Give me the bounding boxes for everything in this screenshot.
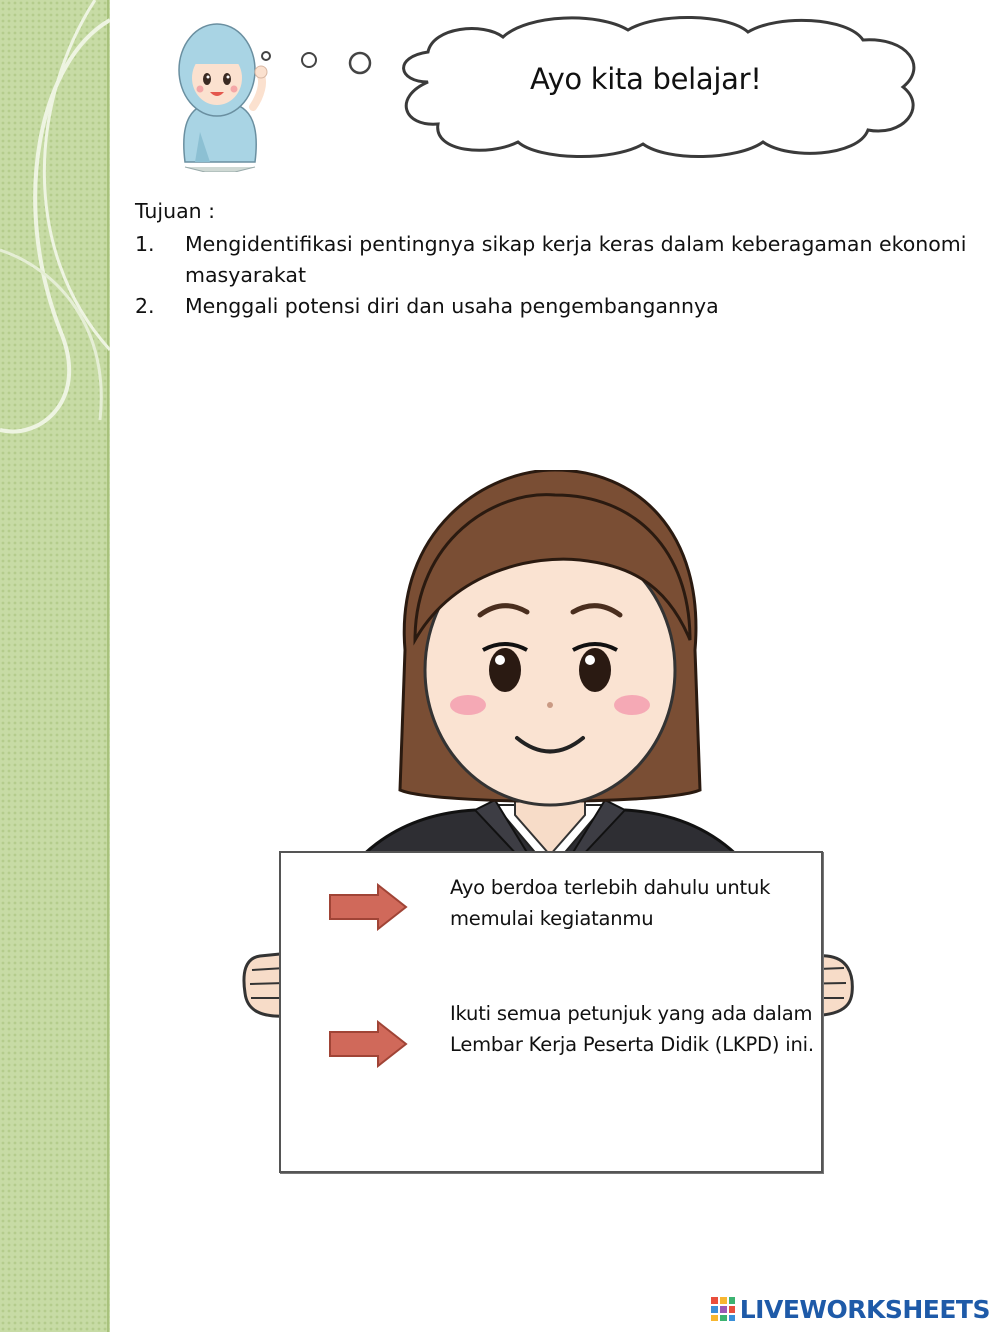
liveworksheets-logo-icon (710, 1296, 736, 1322)
decorative-sidebar (0, 0, 110, 1332)
goal-item-2 (135, 291, 985, 322)
goal-number: 2. (135, 294, 155, 318)
goal-number: 1. (135, 232, 155, 256)
instruction-2: Ikuti semua petunjuk yang ada dalam Lembar Kerja Peserta Didik (LKPD) ini. (450, 1002, 814, 1056)
goals-section (135, 196, 985, 322)
goal-text: Menggali potensi diri dan usaha pengembangannya (185, 294, 719, 318)
hijab-girl-illustration (165, 12, 275, 172)
right-arrow-icon (328, 1020, 408, 1068)
liveworksheets-branding (710, 1294, 990, 1324)
right-arrow-icon (328, 883, 408, 931)
instruction-1: Ayo berdoa terlebih dahulu untuk memulai kegiatanmu (450, 876, 771, 930)
goals-title: Tujuan : (135, 199, 216, 223)
liveworksheets-wordmark: LIVEWORKSHEETS (739, 1294, 990, 1324)
thought-bubble-dots (255, 45, 385, 85)
speech-bubble-text: Ayo kita belajar! (530, 62, 762, 96)
goal-item-1 (135, 229, 985, 291)
goal-text: Mengidentifikasi pentingnya sikap kerja keras dalam keberagaman ekonomi masyarakat (185, 232, 967, 287)
